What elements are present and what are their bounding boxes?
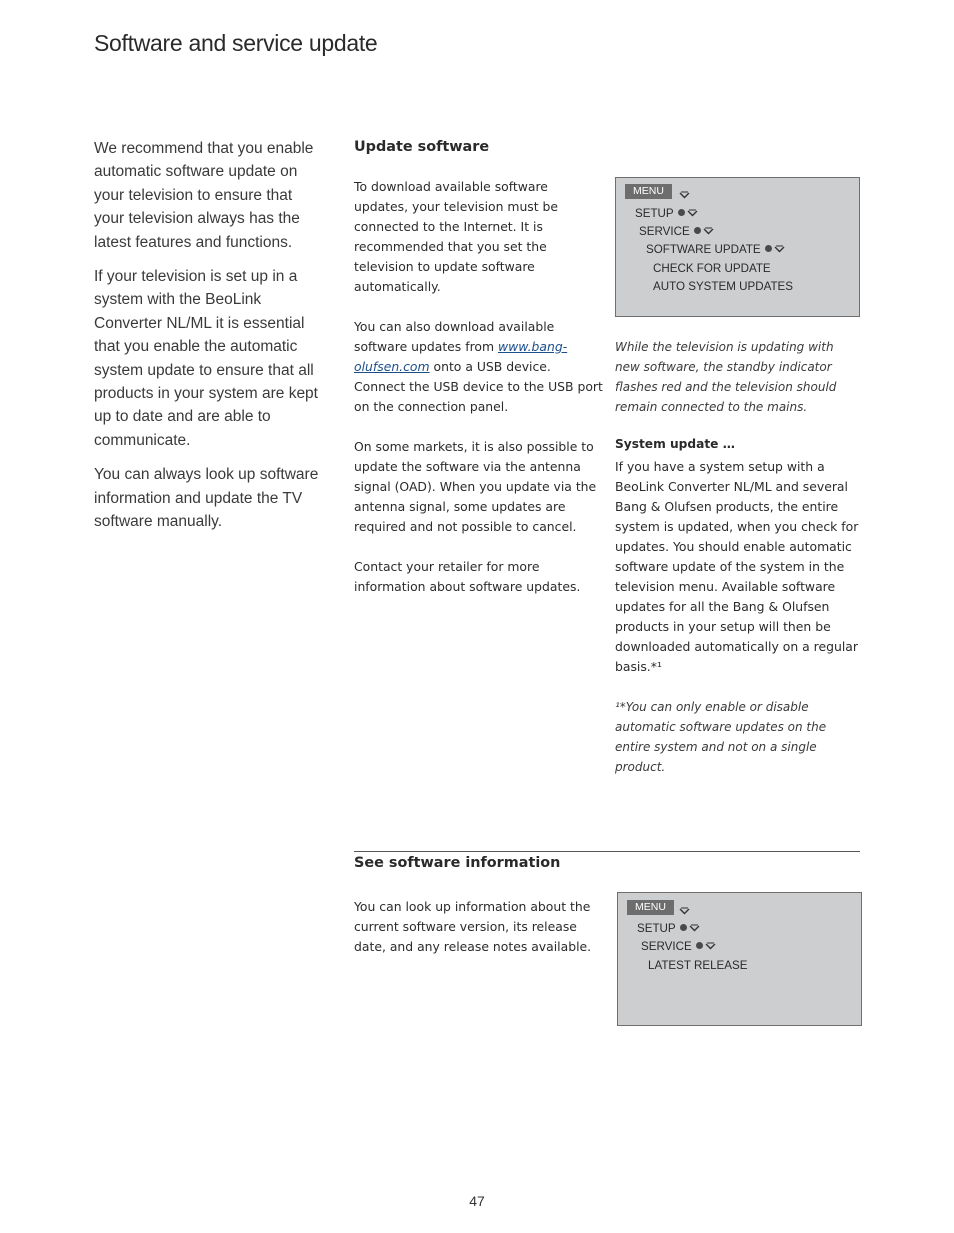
page-title: Software and service update [94,30,378,56]
system-update-heading: System update … [615,437,735,451]
page-number: 47 [469,1193,485,1209]
bullet-dot-icon [678,209,685,216]
bullet-dot-icon [680,924,687,931]
chevron-down-icon [774,244,785,253]
bullet-dot-icon [696,942,703,949]
update-software-para: To download available software updates, your television must be connected to the Internet. It is recommended that you set the television to update software automatically. [354,179,559,294]
menu-item-check-for-update[interactable]: CHECK FOR UPDATE [653,262,771,275]
chevron-down-icon [687,208,698,217]
menu-item-setup[interactable] [637,922,700,935]
usb-text-before: You can also download available software updates from [354,319,555,354]
chevron-down-icon [679,906,690,915]
intro-paragraph: We recommend that you enable automatic software update on your television to ensure that your television always has the latest features and functions. [94,140,314,251]
bullet-dot-icon [694,227,701,234]
update-software-para-usb [354,317,604,417]
update-menu-panel [615,177,860,317]
usb-text-after: onto a USB device. Connect the USB device to the USB port on the connection panel. [354,359,603,414]
menu-tag: MENU [625,184,672,199]
menu-item-auto-system-updates[interactable]: AUTO SYSTEM UPDATES [653,280,794,293]
chevron-down-icon [703,226,714,235]
menu-item-service[interactable] [641,940,716,953]
bullet-dot-icon [765,245,772,252]
section-divider [354,851,860,852]
chevron-down-icon [705,941,716,950]
menu-item-service[interactable] [639,225,714,238]
intro-paragraph: If your television is set up in a system with the BeoLink Converter NL/ML it is essential that you enable the automatic system update to ensure that all products in your system are kept up to date and are able to communicate. [94,268,318,449]
chevron-down-icon [689,923,700,932]
menu-item-software-update[interactable] [646,243,785,256]
intro-column [94,137,326,545]
update-software-para: Contact your retailer for more information about software updates. [354,559,581,594]
system-update-text: If you have a system setup with a BeoLink Converter NL/ML and several Bang & Olufsen products, the entire system is updated, when you check for updates. You should enable automatic software update of the system in the television menu. Available software updates for all the Bang & Olufsen products in your setup will then be downloaded automatically on a regular basis.*¹ [615,459,859,674]
update-software-text [354,177,604,617]
footnote: ¹*You can only enable or disable automatic software updates on the entire system and not on a single product. [615,700,827,774]
menu-tag: MENU [627,900,674,915]
update-software-para: On some markets, it is also possible to update the software via the antenna signal (OAD). When you update via the antenna signal, some updates are required and not possible to cancel. [354,439,597,534]
update-software-heading: Update software [354,139,490,155]
menu-caption: While the television is updating with new software, the standby indicator flashes red and the television should remain connected to the mains. [615,340,837,414]
see-software-info-para: You can look up information about the current software version, its release date, and any release notes available. [354,899,592,954]
chevron-down-icon [679,190,690,199]
menu-item-label: SOFTWARE UPDATE [646,243,761,256]
menu-item-setup[interactable] [635,207,698,220]
see-software-info-text [354,897,604,977]
bang-olufsen-link[interactable]: www.bang-olufsen.com [354,339,568,374]
menu-item-latest-release[interactable]: LATEST RELEASE [648,959,748,972]
see-software-info-heading: See software information [354,855,561,871]
software-info-menu-panel [617,892,862,1026]
menu-item-label: SETUP [635,207,674,220]
menu-item-label: SERVICE [641,940,692,953]
menu-item-label: SETUP [637,922,676,935]
menu-item-label: SERVICE [639,225,690,238]
intro-paragraph: You can always look up software information and update the TV software manually. [94,466,319,531]
